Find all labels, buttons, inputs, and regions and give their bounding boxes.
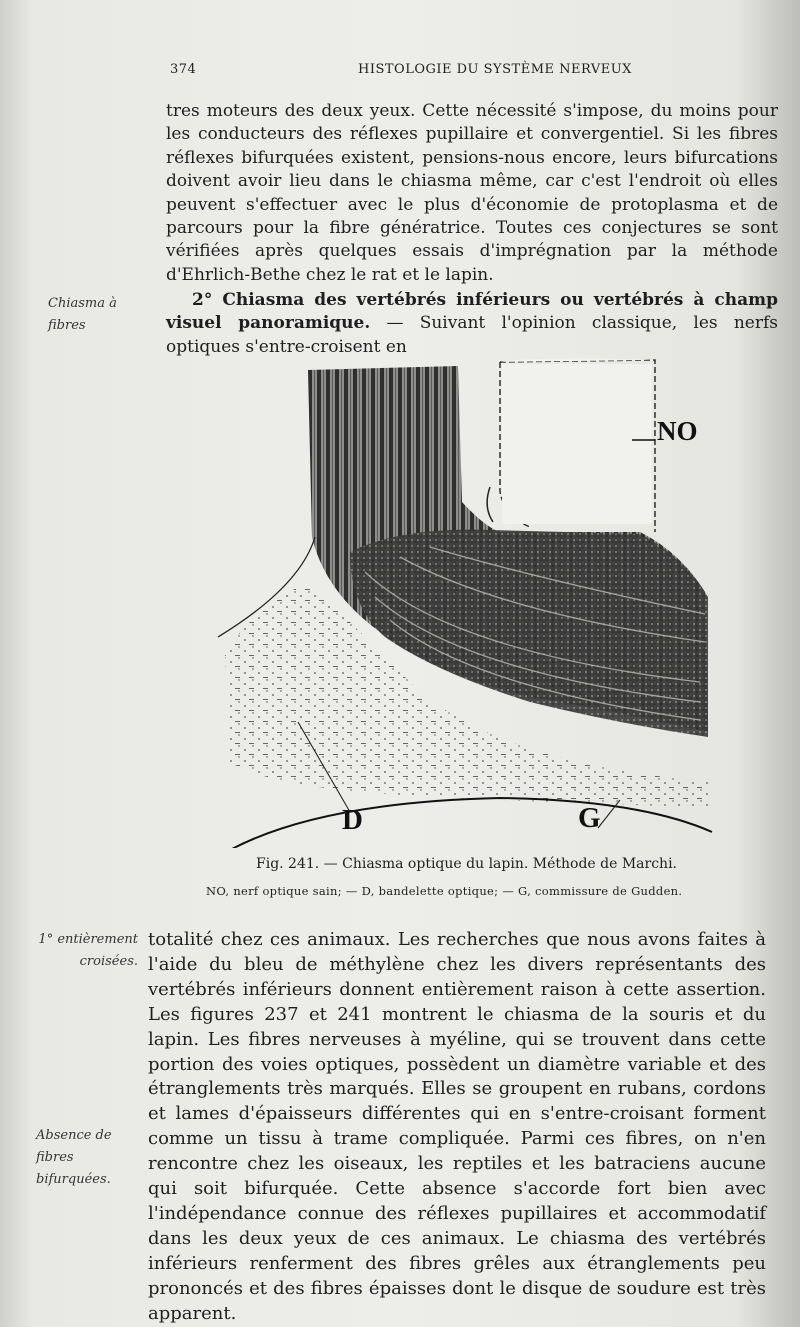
paragraph-1 bbox=[166, 100, 778, 287]
section-2-text: — Suivant l'opinion classique, les nerfs optiques s'entre-croisent en bbox=[166, 313, 778, 357]
figure-label-g: G bbox=[578, 802, 601, 834]
paragraph-3 bbox=[148, 928, 766, 1327]
page-number: 374 bbox=[170, 62, 197, 77]
figure-label-d: D bbox=[342, 804, 363, 836]
margin-note-entierement: 1° entièrement croisées. bbox=[38, 932, 138, 969]
figure-label-no: NO bbox=[657, 416, 698, 446]
chiasma-illustration bbox=[200, 352, 720, 848]
figure-caption-title: Fig. 241. — Chiasma optique du lapin. Méthode de Marchi. bbox=[256, 856, 677, 872]
paragraph-3-text: totalité chez ces animaux. Les recherches que nous avons faites à l'aide du bleu de méthylène chez les divers représentants des vertébrés inférieurs donnent entièrement raison à cette assertion. Les figures 237 et 241 montrent le chiasma de la souris et du lapin. Les fibres nerveuses à myéline, qui se trouvent dans cette portion des voies optiques, possèdent un diamètre variable et des étranglements très marqués. Elles se groupent en rubans, cordons et lames d'épaisseurs différentes qui en s'entre-croisant forment comme un tissu à trame compliquée. Parmi ces fibres, on n'en rencontre chez les oiseaux, les reptiles et les batraciens aucune qui soit bifurquée. Cette absence s'accorde fort bien avec l'indépendance connue des réflexes pupillaires et accommodatif dans les deux yeux de ces animaux. Le chiasma des vertébrés inférieurs renferment des fibres grêles aux étranglements peu prononcés et des fibres épaisses dont le disque de soudure est très apparent. bbox=[148, 929, 766, 1324]
margin-note-chiasma: Chiasma à fibres bbox=[48, 296, 117, 333]
page-header bbox=[170, 62, 640, 84]
figure-241 bbox=[200, 352, 720, 848]
paragraph-1-text: tres moteurs des deux yeux. Cette nécessité s'impose, du moins pour les conducteurs des réflexes pupillaire et convergentiel. Si les fibres réflexes bifurquées existent, pensions-nous encore, leurs bifurcations doivent avoir lieu dans le chiasma même, car c'est l'endroit où elles peuvent s'effectuer avec le plus d'économie de protoplasma et de parcours pour la fibre génératrice. Toutes ces conjectures se sont vérifiées après quelques essais d'imprégnation par la méthode d'Ehrlich-Bethe chez le rat et le lapin. bbox=[166, 101, 778, 285]
section-2-heading: 2° Chiasma des vertébrés inférieurs ou vertébrés à champ visuel panoramique. bbox=[166, 290, 778, 334]
margin-note-absence: Absence de fibres bifurquées. bbox=[36, 1128, 112, 1187]
section-2-paragraph bbox=[166, 289, 778, 359]
figure-caption-legend: NO, nerf optique sain; — D, bandelette optique; — G, commissure de Gudden. bbox=[206, 884, 683, 898]
running-title: HISTOLOGIE DU SYSTÈME NERVEUX bbox=[358, 62, 632, 77]
gudden-commissure-arc bbox=[230, 798, 712, 848]
optic-nerve-body bbox=[502, 364, 652, 524]
